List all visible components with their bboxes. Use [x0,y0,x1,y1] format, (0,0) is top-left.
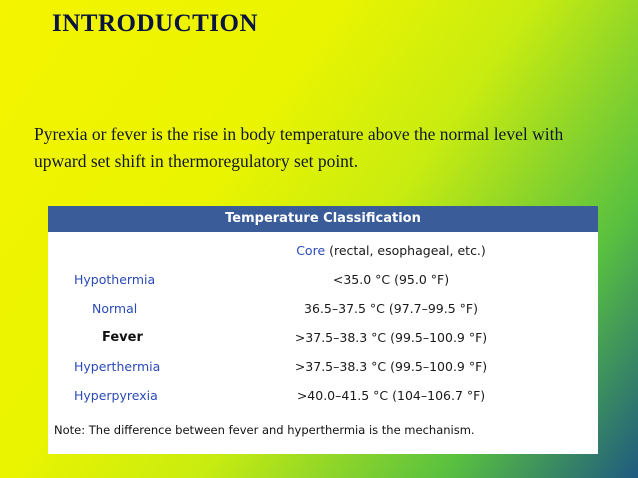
slide-title: INTRODUCTION [52,10,259,37]
temperature-classification-table [48,206,598,454]
row-label-hyperpyrexia: Hyperpyrexia [74,388,158,403]
row-label-fever: Fever [102,330,143,345]
row-label-hypothermia: Hypothermia [74,272,156,287]
table-header: Temperature Classification [48,206,598,232]
table-row [48,267,598,293]
row-label-hyperthermia: Hyperthermia [74,359,161,374]
row-value-hypothermia: <35.0 °C (95.0 °F) [332,272,450,287]
core-value [266,238,516,264]
table-row [48,383,598,409]
row-value-normal: 36.5–37.5 °C (97.7–99.5 °F) [304,301,478,316]
table-row [48,354,598,380]
table-row [48,296,598,322]
row-value-hyperpyrexia: >40.0–41.5 °C (104–106.7 °F) [296,388,486,403]
row-value-hyperthermia: >37.5–38.3 °C (99.5–100.9 °F) [294,359,488,374]
core-row [48,238,598,264]
row-value-fever: >37.5–38.3 °C (99.5–100.9 °F) [294,330,488,345]
table-note: Note: The difference between fever and hyperthermia is the mechanism. [54,423,475,437]
table-row [48,325,598,351]
core-label: Core [296,243,326,258]
core-note: (rectal, esophageal, etc.) [325,243,486,258]
intro-paragraph: Pyrexia or fever is the rise in body temperature above the normal level with upward set shift in thermoregulatory set point. [34,124,564,171]
row-label-normal: Normal [92,301,138,316]
